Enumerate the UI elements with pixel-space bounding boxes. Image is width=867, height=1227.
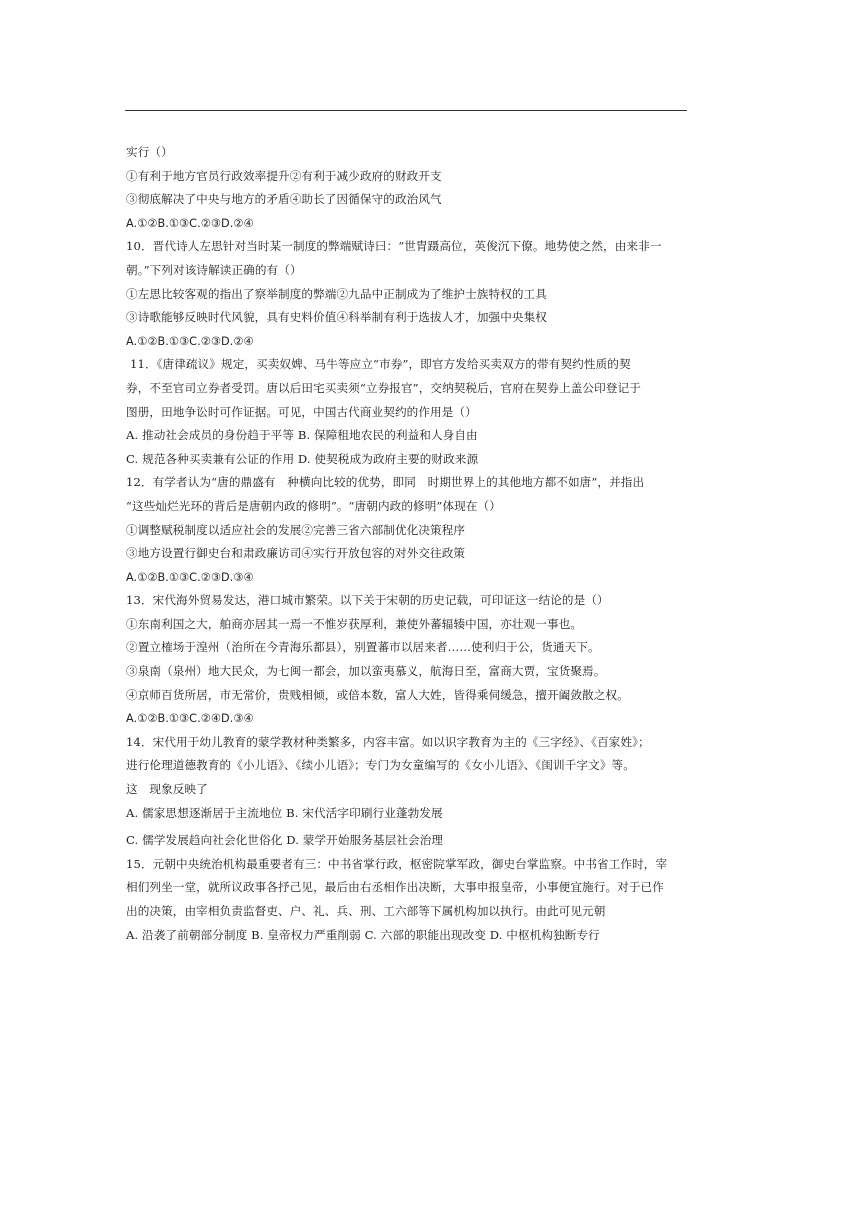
q10-statements-line-1: ①左思比较客观的指出了察举制度的弊端②九品中正制成为了维护士族特权的工具	[126, 286, 547, 301]
q13-statement-2: ②置立榷场于湟州（治所在今青海乐都县），别置蕃市以居来者……使利归于公，货通天下。	[126, 640, 600, 655]
q9-statements-line-2: ③彻底解决了中央与地方的矛盾④助长了因循保守的政治风气	[126, 192, 442, 207]
q10-stem-line-2: 朝。”下列对该诗解读正确的有（）	[126, 262, 302, 277]
q10-statements-line-2: ③诗歌能够反映时代风貌，具有史料价值④科举制有利于选拔人才，加强中央集权	[126, 310, 547, 325]
q10-stem-line-1: 10．晋代诗人左思针对当时某一制度的弊端赋诗曰：“世胄蹑高位，英俊沉下僚。地势使之然，由来非一	[126, 239, 662, 254]
q13-statement-4: ④京师百货所居，市无常价，贵贱相倾，或倍本数，富人大姓，皆得乘伺缓急，擅开阖敛散之权。	[126, 687, 629, 702]
q11-answer-options-line-2: C. 规范各种买卖兼有公证的作用 D. 使契税成为政府主要的财政来源	[126, 451, 479, 466]
q11-answer-options-line-1: A. 推动社会成员的身份趋于平等 B. 保障租地农民的利益和人身自由	[126, 428, 478, 443]
q15-stem-line-1: 15．元朝中央统治机构最重要者有三：中书省掌行政，枢密院掌军政，御史台掌监察。中书省工作时，宰	[126, 856, 668, 871]
q13-statement-3: ③泉南（泉州）地大民众，为七闽一都会，加以蛮夷慕义，航海日至，富商大贾，宝货聚焉。	[126, 664, 606, 679]
q12-statements-line-1: ①调整赋税制度以适应社会的发展②完善三省六部制优化决策程序	[126, 522, 466, 537]
q15-stem-line-3: 出的决策，由宰相负责监督吏、户、礼、兵、刑、工六部等下属机构加以执行。由此可见元朝	[126, 904, 606, 918]
q14-answer-options-line-1: A. 儒家思想逐渐居于主流地位 B. 宋代活字印刷行业蓬勃发展	[126, 805, 443, 820]
q13-stem: 13．宋代海外贸易发达，港口城市繁荣。以下关于宋朝的历史记载，可印证这一结论的是（）	[126, 593, 609, 608]
q13-answer-options: A.①②B.①③C.②④D.③④	[126, 712, 254, 726]
q15-stem-line-2: 相们列坐一堂，就所议政事各抒己见，最后由右丞相作出决断，大事申报皇帝，小事便宜施行。对于已作	[126, 880, 664, 895]
q10-answer-options: A.①②B.①③C.②③D.②④	[126, 334, 254, 348]
q12-stem-line-1: 12．有学者认为“唐的鼎盛有 种横向比较的优势，即同 时期世界上的其他地方都不如唐”，并指出	[126, 475, 645, 490]
q14-answer-options-line-2: C. 儒学发展趋向社会化世俗化 D. 蒙学开始服务基层社会治理	[126, 833, 444, 848]
q12-statements-line-2: ③地方设置行御史台和肃政廉访司④实行开放包容的对外交往政策	[126, 546, 466, 561]
exam-page-content	[126, 141, 692, 947]
q11-stem-line-3: 图册，田地争讼时可作证据。可见，中国古代商业契约的作用是（）	[126, 404, 477, 419]
q9-stem-end: 实行（）	[126, 145, 173, 159]
q13-statement-1: ①东南利国之大，舶商亦居其一焉一不惟岁获厚利，兼使外蕃辐辏中国，亦壮观一事也。	[126, 616, 583, 631]
q14-stem-line-2: 进行伦理道德教育的《小儿语》、《续小儿语》；专门为女童编写的《女小儿语》、《闺训千字文》等。	[126, 758, 635, 773]
q12-stem-line-2: “这些灿烂光环的背后是唐朝内政的修明”。“唐朝内政的修明”体现在（）	[126, 498, 501, 513]
q9-answer-options: A.①②B.①③C.②③D.②④	[126, 216, 254, 230]
header-rule	[125, 110, 687, 111]
q14-stem-line-3: 这 现象反映了	[126, 782, 208, 797]
q11-stem-line-2: 券，不至官司立券者受罚。唐以后田宅买卖须“立券报官”，交纳契税后，官府在契券上盖公印登记于	[126, 380, 641, 395]
q11-stem-line-1: 11．《唐律疏议》规定，买卖奴婢、马牛等应立“市券”，即官方发给买卖双方的带有契约性质的契	[130, 357, 631, 372]
q14-stem-line-1: 14．宋代用于幼儿教育的蒙学教材种类繁多，内容丰富。如以识字教育为主的《三字经》、《百家姓》；	[126, 734, 650, 749]
q15-answer-options: A. 沿袭了前朝部分制度 B. 皇帝权力严重削弱 C. 六部的职能出现改变 D. 中枢机构独断专行	[126, 927, 600, 942]
q9-statements-line-1: ①有利于地方官员行政效率提升②有利于减少政府的财政开支	[126, 168, 442, 183]
q12-answer-options: A.①②B.①③C.②③D.③④	[126, 570, 254, 584]
